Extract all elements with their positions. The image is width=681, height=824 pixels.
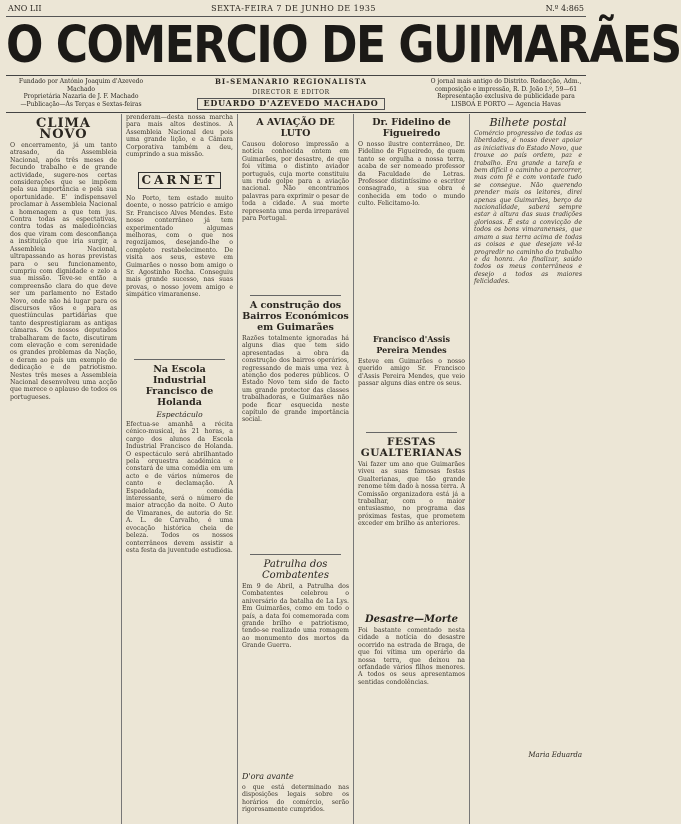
article-body-festas: Vai fazer um ano que Guimarães viveu as suas famosas festas Gualterianas, que tão grande renome têm dado à nossa terra. A Comissão organizadora está já a trabalhar, com o maior entusiasmo, no programa das próximas festas, que prometem exceder em brilho as anteriores. — [358, 461, 465, 528]
article-body-extra: o que está determinado nas disposições legais sobre os horários do comércio, serão rigorosamente cumpridos. — [242, 784, 349, 814]
editor-name: EDUARDO D'AZEVEDO MACHADO — [197, 98, 386, 110]
column-1 — [6, 114, 122, 824]
article-title-clima: CLIMA NOVO — [35, 116, 92, 142]
article-body-fidelino: O nosso ilustre conterrâneo, Dr. Fidelino de Figueiredo, de quem tanto se orgulha a nossa terra, acaba de ser nomeado professor da Faculdade de Letras. Professor distintíssimo e escritor consagrado, a sua obra é conhecida em todo o mundo culto. Felicitamo-lo. — [358, 141, 465, 208]
tagline: BI-SEMANARIO REGIONALISTA — [215, 77, 367, 86]
article-body-desastre: Foi bastante comentado nesta cidade a notícia do desastre ocorrido na estrada de Braga, de que foi vítima um operário da nossa terra, que deixou na orfandade vários filhos menores. A todos os seus apresentamos sentidas condolências. — [358, 627, 465, 686]
article-body-assis: Esteve em Guimarães o nosso querido amigo Sr. Francisco d'Assis Pereira Mendes, que veio passar alguns dias entre os seus. — [358, 358, 465, 388]
column-4 — [354, 114, 470, 824]
article-body-bairros: Razões totalmente ignoradas há alguns dias que tem sido apresentadas a obra da construção dos bairros operários, regressando de mais uma vez à atenção dos poderes públicos. O Estado Novo tem sido de facto um grande protector das classes trabalhadoras, e Guimarães não pode ficar esquecida neste capítulo de grande importância social. — [242, 335, 349, 424]
divider — [250, 554, 341, 555]
article-title-assis: Francisco d'Assis Pereira Mendes — [373, 334, 450, 355]
article-title-carnet: CARNET — [138, 172, 221, 189]
owner-note: Proprietária Nazaria de J. F. Machado — [23, 93, 139, 100]
director-label: DIRECTOR E EDITOR — [252, 88, 330, 96]
advertising-note: Representação exclusiva de publicidade para LISBOA E PORTO — Agencia Havas — [437, 93, 575, 108]
newspaper-page — [6, 4, 681, 814]
publication-note: —Publicação—Ás Terças e Sextas-feiras — [20, 100, 142, 108]
article-title-desastre: Desastre—Morte — [364, 614, 458, 625]
article-body-school: Efectua-se amanhã a récita cénico-musical, às 21 horas, a cargo dos alunos da Escola Industrial Francisco de Holanda. O espectáculo será abrilhantado pela orquestra académica e constará de uma comédia em um acto e de vários números de canto e declamação. A Espadelada, comédia interessante, será o número de maior atracção da noite. O Auto de Vimaranes, de autoria do Sr. A. L. de Carvalho, é uma evocação histórica cheia de beleza. Todos os nossos conterrâneos devem assistir a esta festa da juventude estudiosa. — [126, 421, 233, 554]
article-title-school: Na Escola Industrial Francisco de Holanda — [145, 364, 214, 408]
subheader-middle — [162, 78, 420, 112]
article-body-patrulha: Em 9 de Abril, a Patrulha dos Combatentes celebrou o aniversário da batalha de La Lys. Em Guimarães, como em todo o país, a data foi comemorada com grande brilho e patriotismo, tendo-se realizado uma romagem ao monumento dos mortos da Grande Guerra. — [242, 583, 349, 650]
founded-note: Fundado por António Joaquim d'Azevedo Machado — [18, 78, 144, 93]
article-body-carnet: No Porto, tem estado muito doente, o nosso patrício e amigo Sr. Francisco Alves Mendes. Este nosso conterrâneo já tem experimentado algumas melhoras, com o que nos regozijamos, desejando-lhe o completo restabelecimento. De visita aos seus, esteve em Guimarães o nosso bom amigo o Sr. Agostinho Rocha. Conseguiu mais grande sucesso, nas suas provas, o nosso jovem amigo e simpático vimaranense. — [126, 195, 233, 299]
article-subtitle-school: Espectáculo — [156, 410, 203, 419]
article-body-clima: O encerramento, já um tanto atrasado, da Assembleia Nacional, após três meses de fecundo trabalho e de grande actividade, sugere-nos certas considerações que se impõem pela sua importância e pela sua oportunidade. E' indispensavel proclamar à Assembleia Nacional a homenagem a que tem jus. Contra todas as espectativas, contra todas as maledicências dos que viram com desconfiança a instituição que iria surgir, a Assembleia Nacional, ultrapassando as horas previstas para o seu funcionamento, cumpriu com dignidade e zelo a sua missão. Teve-se então a compreensão clara do que deve ser um parlamento no Estado Novo, onde não há lugar para os discursos vãos e para as questiúnculas partidárias que tanto desprestigiaram as antigas câmaras. Os nossos deputados trabalharam de facto, discutiram com elevação e com serenidade os grandes problemas da Nação, e deram ao país um exemplo de dedicação e de patriotismo. Nestes três meses a Assembleia Nacional desenvolveu uma acção que merece o aplauso de todos os portugueses. — [10, 142, 117, 401]
article-columns — [6, 114, 586, 814]
article-title-fidelino: Dr. Fidelino de Figueiredo — [372, 117, 451, 139]
oldest-note: O jornal mais antigo do Distrito. Redacção, Adm., composição e impressão, R. D. João I.º, 59—61 — [430, 78, 582, 93]
column-5 — [470, 114, 586, 824]
subheader — [6, 75, 586, 113]
article-title-festas: FESTAS GUALTERIANAS — [360, 436, 463, 459]
article-body-aviacao: Causou doloroso impressão a notícia conhecida ontem em Guimarães, por desastre, de que foi vítima o distinto aviador português, cuja morte constituiu um rude golpe para a aviação nacional. Não encontramos palavras para exprimir o pesar de toda a cidade. A sua morte representa uma perda irreparável para Portugal. — [242, 141, 349, 223]
issue-number: N.º 4:865 — [545, 4, 584, 13]
divider — [366, 432, 457, 433]
subheader-left — [6, 78, 156, 112]
column-2 — [122, 114, 238, 824]
issue-date: SEXTA-FEIRA 7 DE JUNHO DE 1935 — [211, 4, 377, 13]
divider — [250, 295, 341, 296]
article-title-patrulha: Patrulha dos Combatentes — [262, 559, 329, 581]
masthead-title: O COMERCIO DE GUIMARÃES — [6, 16, 681, 75]
article-title-bilhete: Bilhete postal — [489, 116, 567, 129]
article-body-bilhete: Comércio progressivo de todas as liberdades, é nosso dever apoiar as iniciativas do Estado Novo, que trouxe ao país ordem, paz e trabalho. Era grande a tarefa e bem difícil o caminho a percorrer, mas com fé e com vontade tudo se consegue. Não querendo prender mais os leitores, direi apenas que Guimarães, berço da nacionalidade, saberá sempre estar à altura das suas tradições gloriosas. É esta a convicção de todos os bons vimaranenses, que amam a sua terra acima de todas as coisas e que desejam vê-la progredir no caminho do trabalho e da honra. Ao finalizar, saúdo todos os meus conterrâneos e desejo a todos as maiores felicidades. — [474, 130, 582, 286]
article-title-bairros: A construção dos Bairros Económicos em Guimarães — [242, 300, 349, 333]
article-signature: Maria Eduarda — [528, 751, 582, 759]
column-3 — [238, 114, 354, 824]
article-continuation: prenderam—desta nossa marcha para mais altos destinos. A Assembleia Nacional deu pois uma grande lição, e a Câmara Corporativa também a deu, cumprindo a sua missão. — [126, 114, 233, 159]
divider — [134, 359, 225, 360]
article-title-extra: D'ora avante — [242, 772, 294, 781]
subheader-right — [426, 78, 586, 112]
article-title-aviacao: A AVIAÇÃO DE LUTO — [256, 117, 335, 139]
year-label: ANO LII — [8, 4, 42, 13]
